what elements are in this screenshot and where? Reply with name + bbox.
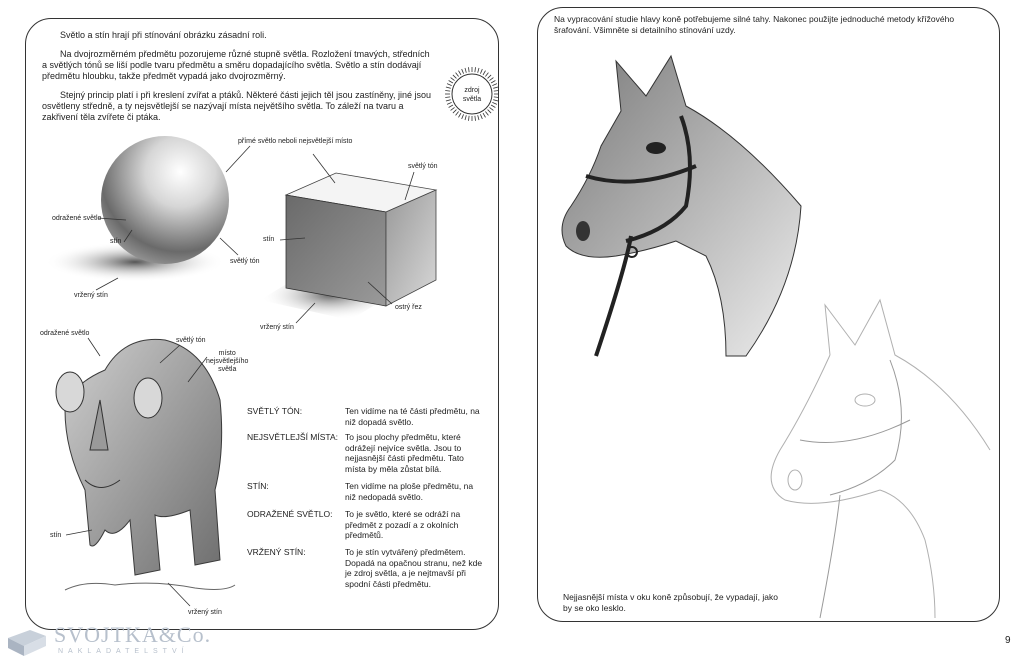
sun-ray — [489, 107, 493, 110]
sphere-label-light-tone: světlý tón — [230, 258, 260, 265]
glossary-def: Ten vidíme na ploše předmětu, na niž nedopadá světlo. — [345, 481, 474, 502]
glossary-term: SVĚTLÝ TÓN: — [247, 406, 303, 416]
intro-text — [42, 30, 434, 131]
publisher-name: SVOJTKA&Co. — [54, 622, 212, 647]
sun-ray — [459, 113, 462, 117]
sun-ray — [465, 68, 466, 73]
sun-ray — [462, 114, 464, 119]
sun-ray — [492, 84, 497, 86]
glossary-term: VRŽENÝ STÍN: — [247, 547, 306, 557]
sphere-label-shadow: stín — [110, 238, 122, 245]
rhino-label-shadow: stín — [50, 532, 62, 539]
sun-ray — [485, 73, 488, 77]
sphere-label-cast-shadow: vržený stín — [74, 292, 108, 299]
glossary-def: To je stín vytvářený předmětem. Dopadá na opačnou stranu, než kde je zdroj světla, a je nejtmavší při spodní části předmětu. — [345, 547, 483, 589]
intro-paragraph-3: Stejný princip platí i při kreslení zvířat a ptáků. Některé části jejich těl jsou zastíněny, jiné jsou osvětleny středně, a ty nejsvětlejší se nazývají místa největšího světla. To záleží na tvaru a zakřivení těla zvířete či ptáka. — [42, 90, 432, 122]
publisher-sub: NAKLADATELSTVÍ — [58, 648, 189, 655]
sun-ray — [453, 110, 457, 114]
glossary-def: To jsou plochy předmětu, které odrážejí nejvíce světla. Jsou to nejjasnější části předmětu. Tato místa by měla zůstat bílá. — [345, 432, 464, 474]
rhino-label-cast-shadow: vržený stín — [188, 609, 222, 616]
sphere-label-reflected-light: odražené světlo — [52, 215, 102, 222]
sun-ray — [468, 116, 469, 121]
cube-label-shadow: stín — [263, 236, 275, 243]
sun-ray — [462, 69, 464, 74]
sun-ray — [446, 87, 451, 88]
sun-ray — [489, 78, 493, 81]
sun-ray — [483, 71, 486, 75]
sun-ray — [453, 75, 457, 79]
sun-ray — [480, 114, 482, 119]
sun-ray — [493, 87, 498, 88]
cube-drawing — [250, 160, 440, 320]
glossary-term: NEJSVĚTLEJŠÍ MÍSTA: — [247, 432, 339, 442]
right-top-text: Na vypracování studie hlavy koně potřebujeme silné tahy. Nakonec použijte jednoduché metody křížového šrafování. Všimněte si detailního stínování uzdy. — [554, 14, 955, 35]
cube-label-cast-shadow: vržený stín — [260, 324, 294, 331]
right-bottom-text: Nejjasnější místa v oku koně způsobují, že vypadají, jako by se oko lesklo. — [563, 592, 778, 613]
rhino-label-brightest: místo nejsvětlejšího světla — [206, 350, 249, 373]
sun-ray — [456, 73, 459, 77]
sun-ray — [446, 100, 451, 101]
sun-ray — [488, 110, 492, 114]
sun-ray — [480, 69, 482, 74]
sun-ray — [449, 81, 453, 84]
sun-ray — [475, 67, 476, 72]
sun-ray — [456, 111, 459, 115]
sun-ray — [468, 67, 469, 72]
rhino-label-reflected-light: odražené světlo — [40, 330, 90, 337]
sun-ray — [494, 90, 499, 91]
sun-ray — [491, 105, 495, 108]
sun-ray — [475, 116, 476, 121]
sun-ray — [483, 113, 486, 117]
sun-ray — [447, 84, 452, 86]
sun-ray — [492, 102, 497, 104]
horse-head-outline — [760, 300, 995, 618]
sun-ray — [449, 105, 453, 108]
sun-ray — [447, 102, 452, 104]
glossary-term: ODRAŽENÉ SVĚTLO: — [247, 509, 333, 519]
book-icon — [6, 624, 48, 658]
sun-ray — [478, 115, 479, 120]
rhino-label-light-tone: světlý tón — [176, 337, 206, 344]
sphere-label-direct-light: přímé světlo neboli nejsvětlejší místo — [238, 138, 353, 145]
sun-ray — [494, 97, 499, 98]
sun-ray — [465, 115, 466, 120]
page-number: 9 — [1005, 635, 1011, 646]
glossary-def: Ten vidíme na té části předmětu, na niž dopadá světlo. — [345, 406, 480, 427]
sun-ray — [451, 78, 455, 81]
publisher-logo — [6, 622, 212, 662]
sun-ray — [445, 90, 450, 91]
sun-label: zdroj světla — [462, 87, 482, 103]
sun-ray — [493, 100, 498, 101]
sun-ray — [485, 111, 488, 115]
cube-label-light-tone: světlý tón — [408, 163, 438, 170]
intro-paragraph-2: Na dvojrozměrném předmětu pozorujeme různé stupně světla. Rozložení tmavých, středních a světlých tónů se liší podle tvaru předmětu a směru dopadajícího světla. Světlo a stín dodávají předmětu hloubku, takže předmět vypadá jako dvojrozměrný. — [42, 49, 430, 81]
sun-ray — [451, 107, 455, 110]
glossary-def: To je světlo, které se odráží na předmět z pozadí a z okolních předmětů. — [345, 509, 461, 540]
sun-ray — [445, 97, 450, 98]
sun-ray — [478, 68, 479, 73]
cube-label-sharp-edge: ostrý řez — [395, 304, 422, 311]
sun-ray — [459, 71, 462, 75]
glossary-term: STÍN: — [247, 481, 269, 491]
sun-ray — [491, 81, 495, 84]
sun-ray — [488, 75, 492, 79]
intro-paragraph-1: Světlo a stín hrají při stínování obrázku zásadní roli. — [60, 30, 267, 40]
